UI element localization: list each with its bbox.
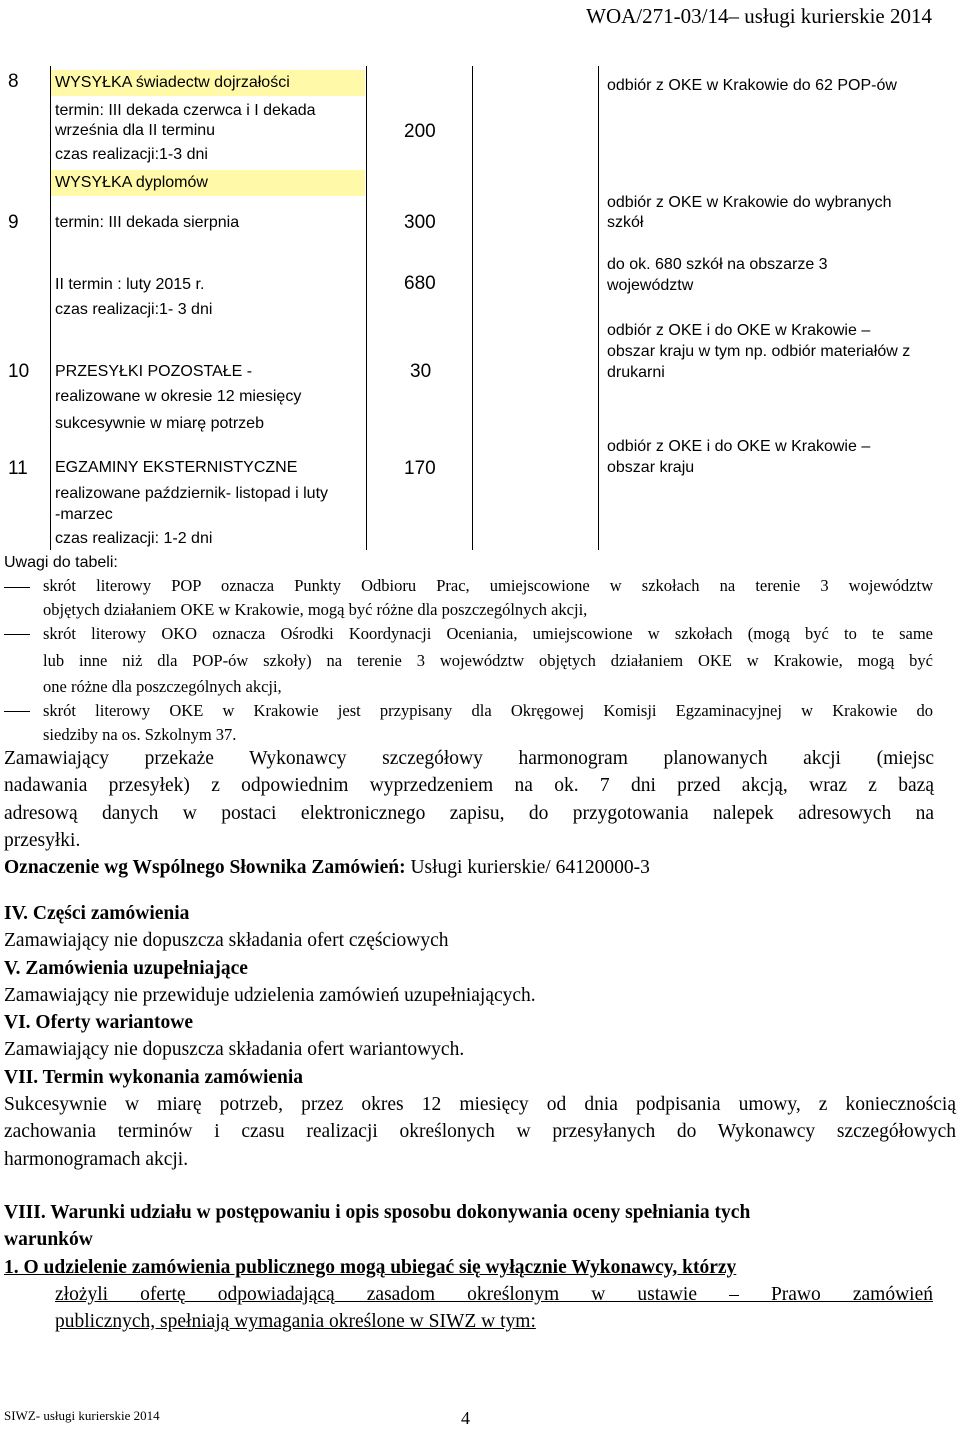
note-text: skrót literowy POP oznacza Punkty Odbioru Prac, umiejscowione w szkołach na terenie 3 województw bbox=[43, 576, 933, 595]
paragraph-line: adresową danych w postaci elektronicznego zapisu, do przygotowania nalepek adresowych na bbox=[4, 803, 934, 824]
row-info: odbiór z OKE i do OKE w Krakowie – bbox=[607, 322, 871, 339]
row-count: 170 bbox=[404, 458, 436, 479]
note-text: objętych działaniem OKE w Krakowie, mogą być różne dla poszczególnych akcji, bbox=[43, 600, 588, 619]
row-title: WYSYŁKA dyplomów bbox=[51, 170, 365, 196]
note-text: skrót literowy OKE w Krakowie jest przypisany dla Okręgowej Komisji Egzaminacyjnej w Krakowie do bbox=[43, 701, 933, 720]
row-number: 11 bbox=[8, 458, 28, 479]
notes-heading: Uwagi do tabeli: bbox=[4, 554, 118, 571]
condition-text: publicznych, spełniają wymagania określone w SIWZ w tym: bbox=[55, 1311, 536, 1332]
section-heading: VI. Oferty wariantowe bbox=[4, 1012, 193, 1033]
row-info: obszar kraju w tym np. odbiór materiałów z bbox=[607, 343, 911, 360]
cpv-line bbox=[4, 854, 650, 881]
row-detail: czas realizacji:1-3 dni bbox=[55, 146, 208, 163]
paragraph-line: Zamawiający przekaże Wykonawcy szczegółowy harmonogram planowanych akcji (miejsc bbox=[4, 748, 934, 769]
row-number: 9 bbox=[8, 212, 19, 233]
section-heading: IV. Części zamówienia bbox=[4, 903, 190, 924]
row-detail: termin: III dekada sierpnia bbox=[55, 214, 240, 231]
cpv-label: Oznaczenie wg Wspólnego Słownika Zamówień: bbox=[4, 857, 406, 878]
row-info: obszar kraju bbox=[607, 459, 695, 476]
row-detail: czas realizacji:1- 3 dni bbox=[55, 301, 213, 318]
row-number: 10 bbox=[8, 361, 30, 382]
row-count: 300 bbox=[404, 212, 436, 233]
row-detail: realizowane październik- listopad i luty bbox=[55, 485, 329, 502]
paragraph-line: przesyłki. bbox=[4, 830, 81, 851]
section-heading: VII. Termin wykonania zamówienia bbox=[4, 1067, 304, 1088]
row-info: odbiór z OKE w Krakowie do 62 POP-ów bbox=[607, 77, 897, 94]
condition-heading: 1. O udzielenie zamówienia publicznego mogą ubiegać się wyłącznie Wykonawcy, którzy bbox=[4, 1257, 737, 1278]
note-text: lub inne niż dla POP-ów szkoły) na terenie 3 województw objętych działaniem OKE w Krakowie, mogą być bbox=[43, 651, 933, 670]
section-text: harmonogramach akcji. bbox=[4, 1149, 189, 1170]
row-number: 8 bbox=[8, 71, 19, 92]
row-detail: realizowane w okresie 12 miesięcy bbox=[55, 388, 302, 405]
row-detail: sukcesywnie w miarę potrzeb bbox=[55, 415, 264, 432]
row-detail: termin: III dekada czerwca i I dekada bbox=[55, 102, 316, 119]
section-text: Zamawiający nie dopuszcza składania ofert częściowych bbox=[4, 930, 449, 951]
page-number: 4 bbox=[461, 1408, 470, 1428]
row-count: 680 bbox=[404, 273, 436, 294]
row-detail: -marzec bbox=[55, 506, 113, 523]
cpv-value: Usługi kurierskie/ 64120000-3 bbox=[405, 857, 650, 878]
row-detail: II termin : luty 2015 r. bbox=[55, 276, 205, 293]
section-text: Sukcesywnie w miarę potrzeb, przez okres 12 miesięcy od dnia podpisania umowy, z koniecznością bbox=[4, 1094, 956, 1115]
row-title: WYSYŁKA świadectw dojrzałości bbox=[51, 70, 365, 96]
note-text: skrót literowy OKO oznacza Ośrodki Koordynacji Oceniania, umiejscowione w szkołach (mogą być to te same bbox=[43, 624, 933, 643]
document-header: WOA/271-03/14– usługi kurierskie 2014 bbox=[586, 4, 932, 28]
row-info: szkół bbox=[607, 214, 644, 231]
row-title: PRZESYŁKI POZOSTAŁE - bbox=[55, 363, 253, 380]
row-info: do ok. 680 szkół na obszarze 3 bbox=[607, 256, 828, 273]
row-info: odbiór z OKE i do OKE w Krakowie – bbox=[607, 438, 871, 455]
row-info: drukarni bbox=[607, 364, 665, 381]
section-text: zachowania terminów i czasu realizacji określonych w przesyłanych do Wykonawcy szczegółowych bbox=[4, 1121, 956, 1142]
dash-bullet bbox=[4, 711, 30, 712]
section-heading: V. Zamówienia uzupełniające bbox=[4, 958, 248, 979]
dash-bullet bbox=[4, 587, 30, 588]
row-detail: września dla II terminu bbox=[55, 122, 216, 139]
dash-bullet bbox=[4, 634, 30, 635]
row-title: EGZAMINY EKSTERNISTYCZNE bbox=[55, 459, 298, 476]
condition-text: złożyli ofertę odpowiadającą zasadom określonym w ustawie – Prawo zamówień bbox=[55, 1284, 933, 1305]
row-count: 30 bbox=[410, 361, 432, 382]
paragraph-line: nadawania przesyłek) z odpowiednim wyprzedzeniem na ok. 7 dni przed akcją, wraz z bazą bbox=[4, 775, 934, 796]
note-text: siedziby na os. Szkolnym 37. bbox=[43, 725, 237, 744]
row-info: odbiór z OKE w Krakowie do wybranych bbox=[607, 194, 892, 211]
section-heading: VIII. Warunki udziału w postępowaniu i opis sposobu dokonywania oceny spełniania tych bbox=[4, 1202, 751, 1223]
section-text: Zamawiający nie dopuszcza składania ofert wariantowych. bbox=[4, 1039, 465, 1060]
row-count: 200 bbox=[404, 121, 436, 142]
footer-text: SIWZ- usługi kurierskie 2014 bbox=[4, 1408, 160, 1423]
note-text: one różne dla poszczególnych akcji, bbox=[43, 677, 282, 696]
section-heading: warunków bbox=[4, 1229, 93, 1250]
row-info: województw bbox=[607, 277, 694, 294]
row-detail: czas realizacji: 1-2 dni bbox=[55, 530, 213, 547]
section-text: Zamawiający nie przewiduje udzielenia zamówień uzupełniających. bbox=[4, 985, 536, 1006]
